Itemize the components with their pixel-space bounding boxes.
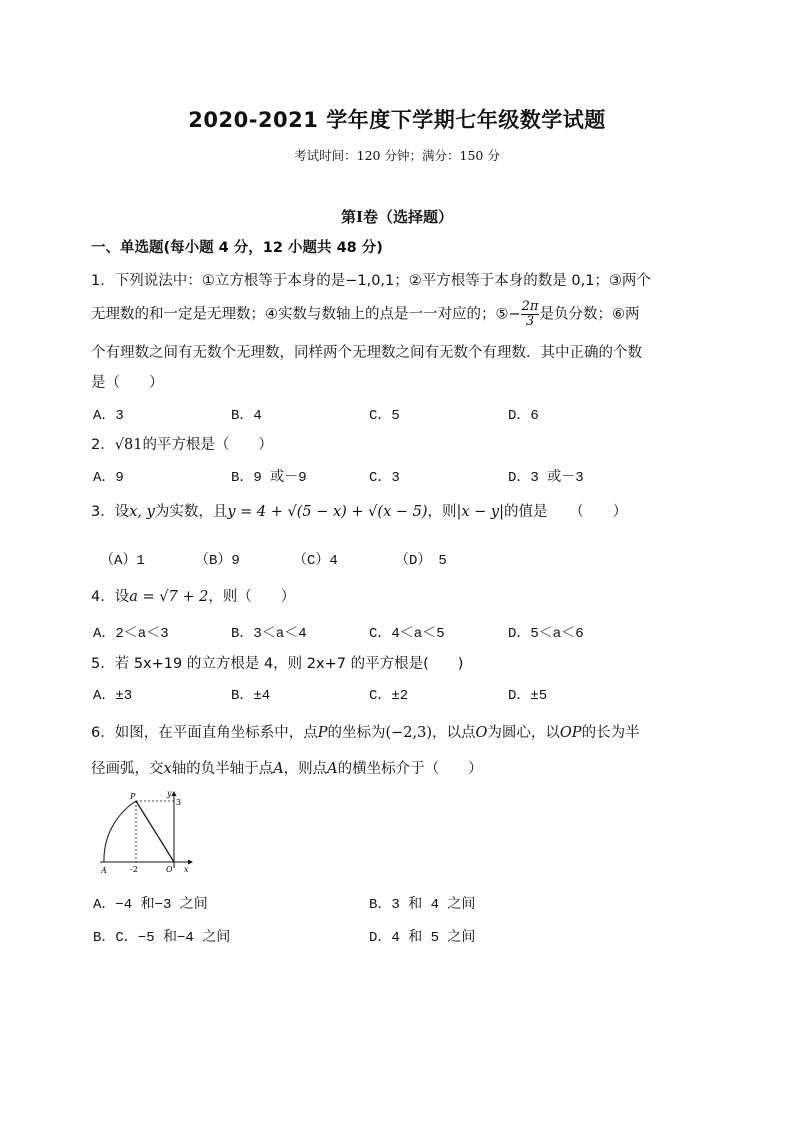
q4-option-a[interactable]: A．2＜a＜3 <box>93 626 169 642</box>
q6-point-p: P <box>317 725 328 741</box>
q4-option-b[interactable]: B．3＜a＜4 <box>231 626 307 642</box>
q1-option-a[interactable]: A．3 <box>93 408 124 424</box>
q2-stem-text: 的平方根是（ ） <box>142 437 273 453</box>
q3-mid2: ，则 <box>427 504 457 520</box>
q1-line3: 个有理数之间有无数个无理数，同样两个无理数之间有无数个有理数．其中正确的个数 <box>91 345 642 361</box>
q6-point-a2: A <box>327 761 338 777</box>
q6-l1c: ，以点 <box>432 725 476 741</box>
q6-l2b: 轴的负半轴于点 <box>171 761 274 777</box>
q3-option-b[interactable]: （B）9 <box>195 553 240 569</box>
q2-option-a[interactable]: A．9 <box>93 470 124 486</box>
y-axis-arrow <box>172 791 177 796</box>
q5-option-b[interactable]: B．±4 <box>231 688 271 704</box>
q6-point-a: A <box>273 761 284 777</box>
q6-op: OP <box>559 725 582 741</box>
q6-point-o: O <box>475 725 488 741</box>
q6-option-c[interactable]: B．C．−5 和−4 之间 <box>93 930 231 946</box>
q4-option-d[interactable]: D．5＜a＜6 <box>508 626 584 642</box>
q1-line2-b: 是负分数；⑥两 <box>539 306 640 323</box>
q6-l2d: 的横坐标介于（ ） <box>337 761 483 777</box>
q6-line1 <box>91 721 640 742</box>
q6-option-d[interactable]: D．4 和 5 之间 <box>369 930 476 946</box>
q3-option-d[interactable]: （D） 5 <box>395 553 447 569</box>
q3-prefix: 3．设 <box>91 504 130 520</box>
section-title: 第Ⅰ卷（选择题） <box>340 208 454 226</box>
label-3: 3 <box>176 798 182 807</box>
exam-title: 2020-2021 学年度下学期七年级数学试题 <box>188 108 606 132</box>
q5-option-c[interactable]: C．±2 <box>369 688 409 704</box>
q4-prefix: 4．设 <box>91 589 130 605</box>
q3-equation: y = 4 + √(5 − x) + √(x − 5) <box>227 504 428 520</box>
segment-op <box>136 801 174 862</box>
q1-line2-a: 无理数的和一定是无理数；④实数与数轴上的点是一一对应的；⑤− <box>91 306 521 323</box>
q6-figure <box>96 788 196 878</box>
q4-equation: a = √7 + 2 <box>129 589 209 605</box>
q2-option-c[interactable]: C．3 <box>369 470 400 486</box>
q6-l1a: 6．如图，在平面直角坐标系中，点 <box>91 725 318 741</box>
q5-option-d[interactable]: D．±5 <box>508 688 548 704</box>
q1-option-d[interactable]: D．6 <box>508 408 539 424</box>
q5-option-a[interactable]: A．±3 <box>93 688 133 704</box>
q3-stem <box>91 500 627 521</box>
exam-subtitle: 考试时间：120 分钟；满分：150 分 <box>294 148 500 163</box>
x-axis-arrow <box>188 860 193 865</box>
q3-option-c[interactable]: （C）4 <box>293 553 338 569</box>
q3-option-a[interactable]: （A）1 <box>100 553 145 569</box>
label-y: y <box>167 789 172 798</box>
part-heading: 一、单选题(每小题 4 分，12 小题共 48 分) <box>91 240 383 256</box>
q4-option-c[interactable]: C．4＜a＜5 <box>369 626 445 642</box>
label-minus2: -2 <box>130 865 138 874</box>
q6-l1d: 为圆心，以 <box>487 725 560 741</box>
q2-stem: 2．√81的平方根是（ ） <box>91 437 273 453</box>
q3-mid: 为实数，且 <box>154 504 228 520</box>
q6-option-b[interactable]: B．3 和 4 之间 <box>369 897 476 913</box>
q1-line4: 是（ ） <box>91 375 164 391</box>
label-a: A <box>101 866 107 875</box>
arc <box>104 801 136 862</box>
q4-suffix: ，则（ ） <box>208 589 296 605</box>
q6-coord: (−2,3) <box>385 725 433 741</box>
q1-option-b[interactable]: B．4 <box>231 408 262 424</box>
q1-line1: 1．下列说法中：①立方根等于本身的是−1,0,1；②平方根等于本身的数是 0,1；③两个 <box>91 273 651 289</box>
q6-l1e: 的长为半 <box>581 725 640 741</box>
q5-stem: 5．若 5x+19 的立方根是 4，则 2x+7 的平方根是( ) <box>91 656 464 672</box>
q3-abs: |x − y| <box>456 504 505 520</box>
q3-vars: x, y <box>129 504 155 520</box>
q4-stem <box>91 585 295 606</box>
q6-line2 <box>91 757 483 778</box>
q6-l2c: ，则点 <box>283 761 328 777</box>
q6-x: x <box>163 761 172 777</box>
q6-l2a: 径画弧，交 <box>91 761 164 777</box>
label-p: P <box>130 792 136 801</box>
q6-option-a[interactable]: A．−4 和−3 之间 <box>93 897 208 913</box>
q3-suffix: 的值是 （ ） <box>504 504 628 520</box>
q1-option-c[interactable]: C．5 <box>369 408 400 424</box>
q1-line2 <box>91 300 639 329</box>
q2-option-b[interactable]: B．9 或－9 <box>231 470 307 486</box>
q1-frac-den: 3 <box>525 314 535 329</box>
q1-frac-num: 2π <box>521 299 539 314</box>
label-o: O <box>166 865 173 874</box>
q2-sqrt: √81 <box>114 437 143 453</box>
q1-fraction <box>521 300 540 329</box>
label-x: x <box>184 865 189 874</box>
q6-l1b: 的坐标为 <box>327 725 386 741</box>
q2-option-d[interactable]: D．3 或－3 <box>508 470 584 486</box>
